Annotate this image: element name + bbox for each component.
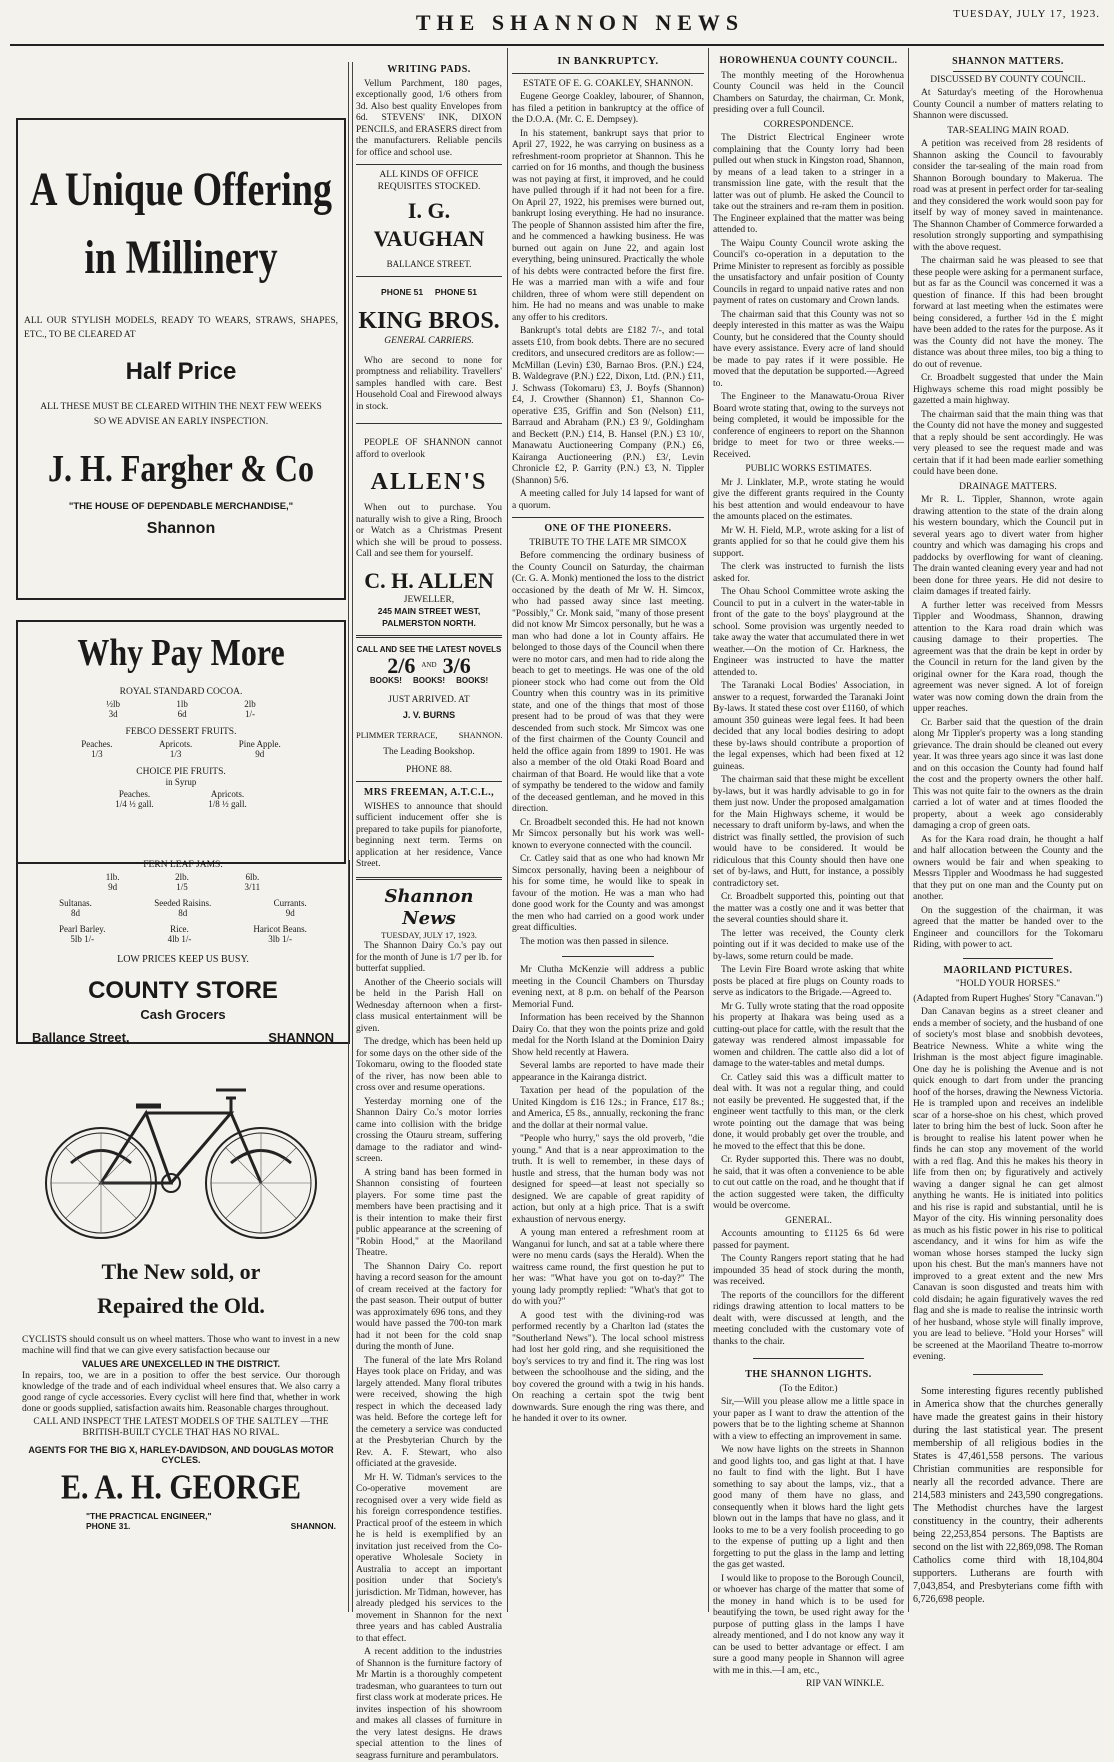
bankruptcy-paragraph: A meeting called for July 14 lapsed for want of a quorum. <box>512 489 704 511</box>
divider <box>356 276 502 277</box>
bankruptcy-title: IN BANKRUPTCY. <box>557 55 659 67</box>
divider <box>356 781 502 782</box>
masthead <box>0 0 1114 42</box>
council-title: HOROWHENUA COUNTY COUNCIL. <box>719 56 898 66</box>
novels-line: CALL AND SEE THE LATEST NOVELS <box>356 645 502 654</box>
council-paragraph: Cr. Catley said this was a difficult matter to deal with. It was not a regular thing, and could not easily be prevented. He suggested that, if the engineer went tactfully to this man, or the clerk wrote pointing out the damage that was being done, it would probably get over the trouble, and he moved to the effect that this be done. <box>713 1072 904 1152</box>
matters-paragraph: The chairman said that the main thing was that the County did not have the money and suggested that a reply should be sent accordingly. He was very pleased to see the request made and was certain that if it had been made earlier something could have been done. <box>913 409 1103 477</box>
novel-price-1: 2/6 <box>387 652 416 678</box>
dried-item: Seeded Raisins. <box>154 898 212 908</box>
column-rule <box>507 48 508 1612</box>
council-paragraph: The Engineer to the Manawatu-Oroua River Board wrote stating that, owing to the surveys not being completed, it would be impossible for the conference of engineers to report on the Shannon bridge to meet for two or three weeks.—Received. <box>713 392 904 460</box>
cocoa-price: 1/- <box>245 709 255 719</box>
king-phones: PHONE 51 PHONE 51 <box>381 286 477 297</box>
burns-phone: PHONE 88. <box>406 764 452 775</box>
shannon-matters-title: SHANNON MATTERS. <box>952 56 1064 67</box>
cocoa-row <box>78 699 284 719</box>
pie-title: CHOICE PIE FRUITS. <box>136 767 226 777</box>
cycle-ad <box>16 1062 346 1608</box>
cocoa-price: 6d <box>177 709 187 719</box>
matters-paragraph: On the suggestion of the chairman, it was agreed that the matter be handed over to the Engineer and councillors for the Tokomaru Riding, with power to act. <box>913 905 1103 950</box>
news-paragraph: A string band has been formed in Shannon consisting of fourteen players. For some time past the members have been practising and it is their intention to make their first public appearance at the screening of "Robin Hood," at the Maoriland Theatre. <box>356 1167 502 1258</box>
council-paragraph: The Taranaki Local Bodies' Association, in answer to a request, forwarded the Taranaki Joint By-laws. It stated these cost over £1160, of which amount 350 guineas were legal fees. It had been decided that any local bodies desiring to adopt these by-laws should contribute a proportion of the legal expenses, which had been fixed at 12 guineas. <box>713 681 904 772</box>
news-paragraph: The Shannon Dairy Co.'s pay out for the month of June is 1/7 per lb. for butterfat supplied. <box>356 941 502 974</box>
council-paragraph: Cr. Broadbelt supported this, pointing out that the matter was a costly one and it was better that the several counties should share it. <box>713 892 904 925</box>
news-paragraph: Mr H. W. Tidman's services to the Co-operative movement are recognised over a very wide field as his foreign correspondence testifies. Practical proof of the esteem in which he is held is exemplified by an invitation just received from the Co-operative Wholesale Society in Australia to accept an important position under that Society's jurisdiction. Mr Tidman, however, has already pledged his services to the movement in Shannon for the next three years and has cabled Australia to that effect. <box>356 1472 502 1644</box>
council-paragraph: The clerk was instructed to furnish the lists asked for. <box>713 562 904 584</box>
dessert-price: 9d <box>255 749 265 759</box>
cycle-headline-2: Repaired the Old. <box>97 1293 265 1318</box>
vaughan-name: I. G. VAUGHAN <box>373 198 485 251</box>
king-sub: GENERAL CARRIERS. <box>384 336 474 346</box>
vaughan-address: BALLANCE STREET. <box>386 259 472 269</box>
county-store-ad-lower <box>16 860 350 1044</box>
divider <box>562 956 654 957</box>
divider <box>953 71 1063 72</box>
dessert-item: Apricots. <box>159 739 193 749</box>
county-store-sub: Cash Grocers <box>140 1007 226 1022</box>
king-body: Who are second to none for promptness and reliability. Travellers' samples handled with care. Best Household Coal and Firewood always in stock. <box>356 355 502 412</box>
millinery-headline-2: in Millinery <box>84 231 278 285</box>
pioneers-title: ONE OF THE PIONEERS. <box>544 523 672 534</box>
matters-intro: At Saturday's meeting of the Horowhenua County Council a number of matters relating to Shannon were discussed. <box>913 88 1103 121</box>
council-paragraph: The District Electrical Engineer wrote complaining that the County lorry had been pulled out when stuck in Kingston road, Shannon, by means of a lead taken to a stringer in a transmission line gate, with the result that the latter was out of plumb. He asked the Council to take out the strainers and re-ram them in position. The Engineer explained that the matter was being attended to. <box>713 133 904 235</box>
millinery-body: ALL OUR STYLISH MODELS, READY TO WEARS, STRAWS, SHAPES, ETC., TO BE CLEARED AT <box>24 316 338 340</box>
pioneers-paragraph: The motion was then passed in silence. <box>520 936 669 947</box>
jam-price: 9d <box>108 882 118 892</box>
misc-paragraph: A good test with the divining-rod was performed recently by a Charlton lad (states the "Southerland News"). The local school mistress had lost her gold ring, and she requisitioned the boy's services to try and find it. The ring was lost between the schoolhouse and the siding, and the boy covered the ground with a twig in his hands. On reaching a certain spot the twig bent downwards. Sure enough the ring was there, and he handed it over to its owner. <box>512 1310 704 1424</box>
drainage-head: DRAINAGE MATTERS. <box>959 481 1057 492</box>
column-rule <box>352 62 353 1612</box>
books-line: BOOKS! BOOKS! BOOKS! <box>369 676 489 685</box>
column-rule <box>908 48 909 1612</box>
dried-item: Sultanas. <box>59 898 92 908</box>
county-address <box>32 1030 334 1045</box>
divider <box>356 877 502 880</box>
masthead-rule <box>10 44 1104 46</box>
dessert-price: 1/3 <box>169 749 182 759</box>
dessert-title: FEBCO DESSERT FRUITS. <box>125 727 237 737</box>
misc-paragraph: Mr Clutha McKenzie will address a public meeting in the Council Chambers on Thursday evening next, at 8 p.m. on behalf of the Pearson Memorial Fund. <box>512 965 704 1010</box>
grain-item: Rice. <box>170 924 189 934</box>
newspaper-title: THE SHANNON NEWS <box>415 10 745 35</box>
council-paragraph: The chairman said that these might be excellent by-laws, but it was hardly advisable to go in for them just now. Under the proposed amalgamation for the Main Highways scheme, it would be necessary to draft uniform by-laws, and when the district was finally settled, the provision of such would have to be considered. It would be ridiculous that this County should then have one set of by-laws, and Hutt, for instance, a possibly contradictory set. <box>713 775 904 889</box>
column-3 <box>512 52 704 1612</box>
novel-prices <box>356 652 502 678</box>
council-paragraph: The County Rangers report stating that he had impounded 35 head of stock during the month, was received. <box>713 1254 904 1287</box>
misc-paragraph: Information has been received by the Shannon Dairy Co. that they won the points prize and gold medal for the North Island at the Dominion Dairy Show held recently at Hawera. <box>512 1013 704 1058</box>
grain-item: Haricot Beans. <box>253 924 307 934</box>
column-2 <box>356 60 503 1761</box>
divider <box>973 1374 1043 1375</box>
jam-row <box>78 872 288 892</box>
divider <box>512 517 704 518</box>
cocoa-title: ROYAL STANDARD COCOA. <box>119 687 243 697</box>
matters-paragraph: A petition was received from 28 residents of Shannon asking the Council to favourably consider the tar-sealing of the main road from Shannon Borough boundary to Makerua. The road was at present in perfect order for tar-sealing and they considered the work would soon pay for itself by way of money saved in maintenance. The Shannon Chamber of Commerce forwarded a resolution strongly supporting and sympathising with the above request. <box>913 139 1103 253</box>
george-phone: PHONE 31. <box>86 1521 131 1531</box>
bankruptcy-paragraph: Eugene George Coakley, labourer, of Shannon, has filed a petition in bankruptcy at the office of the D.O.A. (Mr. C. E. Dempsey). <box>512 92 704 125</box>
shannon-matters-sub: DISCUSSED BY COUNTY COUNCIL. <box>930 74 1086 85</box>
requisites-line: ALL KINDS OF OFFICE REQUISITES STOCKED. <box>377 170 481 192</box>
george-tag: "THE PRACTICAL ENGINEER," <box>86 1511 212 1521</box>
cycle-body-2: In repairs, too, we are in a position to offer the best service. Our thorough knowledge of the trade and of each individual wheel ensures that. We also carry a good range of cycle accessories. Every cyclist will here find that, whether in work done or goods supplied, satisfaction awaits him. Reasonable charges throughout. <box>22 1371 340 1414</box>
news-paragraph: The Shannon Dairy Co. report having a record season for the amount of cream received at the factory for the past season. Their output of butter was approximately 696 tons, and they would have passed the 700-ton mark had it not been for the cold snap during the month of June. <box>356 1261 502 1352</box>
lights-paragraph: Sir,—Will you please allow me a little space in your paper as I want to draw the attention of the powers that be to the lighting scheme at Shannon with a view to effecting an improvement in same. <box>713 1397 904 1442</box>
matters-paragraph: Mr R. L. Tippler, Shannon, wrote again drawing attention to the state of the drain along his western boundary, which the Council put in several years ago to divert water from higher country and which was damaging his crops and paddocks by overflowing for want of cleaning. The drain wanted cleaning every year and had not been done for three years. He did not desire to claim damages if treated fairly. <box>913 495 1103 597</box>
dried-item: Currants. <box>273 898 307 908</box>
news-paragraph: The funeral of the late Mrs Roland Hayes took place on Friday, and was largely attended. Many floral tributes were received, showing the high respect in which the deceased lady was held. Before the cortege left for the cemetery a service was conducted at the Presbyterian Church by the Rev. A. F. Stewart, who also officiated at the graveside. <box>356 1355 502 1469</box>
county-store-name: COUNTY STORE <box>88 977 278 1004</box>
news-paragraph: A recent addition to the industries of Shannon is the furniture factory of Mr Martin is a thoroughly competent tradesman, who guarantees to turn out first class work at moderate prices. He invites inspection of his showroom and makes all classes of furniture in the very latest designs. He draws special attention to the lines of seagrass furniture and perambulators. <box>356 1647 502 1761</box>
council-paragraph: Cr. Ryder supported this. There was no doubt, he said, that it was often a convenience to be able to cut out cattle on the road, and he thought that if the action suggested were taken, the difficulty would be overcome. <box>713 1155 904 1211</box>
horses-sub: (Adapted from Rupert Hughes' Story "Canavan.") <box>913 993 1103 1004</box>
dessert-price: 1/3 <box>91 749 103 759</box>
misc-paragraph: Several lambs are reported to have made their appearance in the Kairanga district. <box>512 1061 704 1083</box>
divider <box>512 73 704 74</box>
lights-signature: RIP VAN WINKLE. <box>805 1679 884 1689</box>
shannon-news-date: TUESDAY, JULY 17, 1923. <box>381 929 477 940</box>
fargher-town: Shannon <box>146 520 216 537</box>
pie-price: 1/8 ½ gall. <box>208 799 247 809</box>
cycle-headline-1: The New sold, or <box>101 1259 261 1284</box>
matters-paragraph: As for the Kara road drain, he thought a half and half allocation between the County and the owners would be fair and when speaking to Messrs Tippler and Woodmass he had suggested that they put on one man and the County put on another. <box>913 834 1103 902</box>
divider <box>356 423 502 424</box>
allens-name: ALLEN'S <box>370 469 488 495</box>
lights-sub: (To the Editor.) <box>779 1383 838 1394</box>
pictures-title: MAORILAND PICTURES. <box>943 964 1073 976</box>
issue-date: TUESDAY, JULY 17, 1923. <box>953 8 1100 20</box>
cycle-call: CALL AND INSPECT THE LATEST MODELS OF THE SALTLEY —THE BRITISH-BUILT CYCLE THAT HAS NO RIVAL. <box>33 1417 329 1438</box>
fargher-firm-name: J. H. Fargher & Co <box>47 446 315 490</box>
council-paragraph: The Ohau School Committee wrote asking the Council to put in a culvert in the water-table in front of the gate to the boys' playground at the school. Some provision was urgently needed to take away the water that accumulated there in wet weather.—On the motion of Cr. Harkness, the Engineer was instructed to have the matter attended to. <box>713 587 904 678</box>
jam-size: 1lb. <box>105 872 120 882</box>
grain-price: 4lb 1/- <box>167 934 192 944</box>
county-store-ad <box>16 620 346 864</box>
column-4 <box>713 52 904 1689</box>
dried-price: 8d <box>178 908 188 918</box>
freeman-title: MRS FREEMAN, A.T.C.L., <box>363 787 495 798</box>
pie-item: Apricots. <box>210 789 245 799</box>
pioneers-paragraph: Cr. Broadbelt seconded this. He had not known Mr Simcox personally but his work was well-known to everyone connected with the council. <box>512 817 704 851</box>
matters-paragraph: A further letter was received from Messrs Tippler and Woodmass, Shannon, drawing attention to the Kara road drain which was causing damage to their properties. The agreement was that the drain be kept in order by the Council in return for the land given by the original owner for the Kara road, though the agreement was never signed. A lot of foreign water was now coming down the drain from the upper reaches. <box>913 600 1103 714</box>
council-paragraph: Mr J. Linklater, M.P., wrote stating he would give the different grants required in the County his best attention and would endeavour to have the amounts placed on the estimates. <box>713 477 904 522</box>
pioneers-paragraph: Cr. Catley said that as one who had known Mr Simcox personally, having been a neighbour of his for some time, he would like to speak in favour of the motion. He was a man who had done good work for the County and was amongst the men who had carried on a good work under great difficulties. <box>512 854 704 933</box>
misc-paragraph: "People who hurry," says the old proverb, "die young." And that is a near approximation to the truth. It is well to remember, in these days of hustle and stress, that the human body was not designed for speed—at least not specially so designed. We are capable of great rapidity of action, but only at a high price. That is a swift exhaustion of nervous energy. <box>512 1134 704 1225</box>
misc-paragraph: Taxation per head of the population of the United Kingdom is £16 12s.; in France, £17 8s.; and America, £5 8s., annually, reckoning the franc and the dollar at their normal value. <box>512 1086 704 1131</box>
divider <box>753 1358 864 1359</box>
cocoa-size: 1lb <box>176 699 188 709</box>
jam-size: 2lb. <box>175 872 189 882</box>
arrived-line: JUST ARRIVED. AT <box>388 694 470 705</box>
dessert-row <box>58 739 304 759</box>
matters-paragraph: Cr. Barber said that the question of the drain along Mr Tippler's property was a long standing grievance. The drain should be cleaned out every year. It was three years ago since it was last done and on this occasion the County had found half the cost and the property owners the other half. This was not quite fair to the owners as the drain carried a lot of water and at times flooded the property, about a week ago considerably damaging a crop of green oats. <box>913 717 1103 831</box>
dried-price: 8d <box>71 908 81 918</box>
matters-paragraph: The chairman said he was pleased to see that these people were asking for a permanent surface, but as far as the Council was concerned it was a question of finance. If this had been brought forward at last meeting when the estimates were being considered, a further ½d in the £ might have been added to the rates for the purpose. As it was the County did not have the money. The distance was about three miles, too big a thing to do out of revenue. <box>913 256 1103 370</box>
column-rule <box>348 62 349 1612</box>
allen-address: 245 MAIN STREET WEST, PALMERSTON NORTH. <box>377 606 481 628</box>
cycle-agents: AGENTS FOR THE BIG X, HARLEY-DAVIDSON, AND DOUGLAS MOTOR CYCLES. <box>28 1445 334 1465</box>
council-paragraph: Mr G. Tully wrote stating that the road opposite his property at Ihakara was being used as a cutting-out place for cattle, with the result that the gateway was rendered almost impassable for women and children. The cattle also did a lot of damage to the water-tables and metal dumps. <box>713 1001 904 1069</box>
king-bros-name: KING BROS. <box>358 308 500 334</box>
cocoa-price: 3d <box>108 709 118 719</box>
council-paragraph: The letter was received, the County clerk pointing out if it was decided to make use of the by-laws, some return could be made. <box>713 928 904 962</box>
pie-price: 1/4 ½ gall. <box>115 799 154 809</box>
cycle-values: VALUES ARE UNEXCELLED IN THE DISTRICT. <box>81 1359 280 1369</box>
shannon-news-heading: Shannon News <box>384 885 474 929</box>
pioneers-sub: TRIBUTE TO THE LATE MR SIMCOX <box>529 537 687 548</box>
george-contact <box>16 1521 346 1531</box>
news-paragraph: Another of the Cheerio socials will be held in the Parish Hall on Wednesday afternoon when a first-class musical entertainment will be given. <box>356 977 502 1034</box>
grain-price: 5lb 1/- <box>70 934 95 944</box>
council-paragraph: The Waipu County Council wrote asking the Council's co-operation in a deputation to the Prime Minister to represent as forcibly as possible the unsatisfactory and unfair position of County Councils in regard to unpaid native rates and non payment of rates on customary and Crown lands. <box>713 238 904 306</box>
burns-address: PLIMMER TERRACE, SHANNON. <box>356 729 503 740</box>
freeman-body: WISHES to announce that should sufficient inducement offer she is prepared to take pupils for pianoforte, beginning next term. Terms on application at her residence, Vance Street. <box>356 801 502 869</box>
council-paragraph: Accounts amounting to £1125 6s 6d were passed for payment. <box>713 1229 904 1251</box>
council-intro: The monthly meeting of the Horowhenua County Council was held in the Council Chambers on Saturday, the chairman, Cr. Monk, presiding over a full Council. <box>713 70 904 115</box>
column-5 <box>913 52 1103 1612</box>
fargher-slogan: "THE HOUSE OF DEPENDABLE MERCHANDISE," <box>68 501 294 512</box>
allens-body: When out to purchase. You naturally wish to give a Ring, Brooch or Watch as a Christmas Present which she will be proud to possess. Call and see them for yourself. <box>356 503 502 559</box>
misc-paragraph: A young man entered a refreshment room at Wanganui for lunch, and sat at a table where there were no menu cards (says the Herald). When the waitress came round, the first question he put to her was: "What have you got on to-day?" The young lady promptly replied: "What's that got to do with you?" <box>512 1228 704 1307</box>
millinery-note: ALL THESE MUST BE CLEARED WITHIN THE NEXT FEW WEEKS SO WE ADVISE AN EARLY INSPECTION. <box>40 402 322 427</box>
allens-intro: PEOPLE OF SHANNON cannot afford to overlook <box>356 438 502 460</box>
cycle-body: CYCLISTS should consult us on wheel matters. Those who want to invest in a new machine will find that we can give every satisfaction because our <box>22 1335 340 1356</box>
george-firm-name: E. A. H. GEORGE <box>60 1468 302 1507</box>
grain-item: Pearl Barley. <box>59 924 106 934</box>
general-head: GENERAL. <box>785 1215 832 1226</box>
county-slogan: LOW PRICES KEEP US BUSY. <box>117 954 249 965</box>
millinery-price: Half Price <box>125 358 237 385</box>
pie-sub: in Syrup <box>165 777 197 787</box>
jam-size: 6lb. <box>245 872 260 882</box>
county-headline: Why Pay More <box>77 630 285 674</box>
jam-price: 1/5 <box>176 882 188 892</box>
millinery-headline-1: A Unique Offering <box>30 163 332 217</box>
council-paragraph: The Levin Fire Board wrote asking that white posts be placed at fire plugs on County roads to serve as indicators to the Brigade.—Agreed to. <box>713 965 904 998</box>
grain-price: 3lb 1/- <box>268 934 293 944</box>
lights-paragraph: We now have lights on the streets in Shannon and good lights too, and gas light at that. I have no fault to find with the light. But I have something to say about the lamps, viz., that a good many of them have no glass, and consequently when it blows hard the light gets blown out in the lamps that have no glass, and it looks to me to be a very foolish proceeding to go to the expense of putting up a light and then forgetting to put the glass in the lamp and letting the gas get wasted. <box>713 1445 904 1570</box>
divider <box>963 958 1053 959</box>
public-works-head: PUBLIC WORKS ESTIMATES. <box>745 464 872 474</box>
council-paragraph: Mr W. H. Field, M.P., wrote asking for a list of grants applied for so that he could give them his support. <box>713 525 904 559</box>
tar-sealing-head: TAR-SEALING MAIN ROAD. <box>947 125 1069 136</box>
writing-pads-body: Vellum Parchment, 180 pages, exceptionally good, 1/6 others from 3d. Also best quality Envelopes from 6d. STEVENS' INK, DIXON PENCILS, and ERASERS direct from the manufacturers. Reliable pencils for office and school use. <box>356 78 502 158</box>
county-street: Ballance Street, <box>32 1030 130 1045</box>
council-paragraph: The chairman said that this County was not so deeply interested in this matter as was the Waipu County, but he considered that the County should have every assistance. Every acre of land should be made to pay rates if it were possible. He moved that the deputation be supported.—Agreed to. <box>713 309 904 389</box>
horses-paragraph: Dan Canavan begins as a street cleaner and ends a member of society, and the husband of one of society's most blase and snobbish devotees, Beatrice Newness. White a white wing the Irishman is the most abject figure imaginable. One day he is polishing the Avenue and is not quick enough to dart from under the prancing hoof of the horses, drawing the Newness Victoria. He is trampled upon and receives an indelible scar of a horse-shoe on his chest, which proved later to bring him the best of luck. Soon after he is brought to realise his latent power when he finds he can stop any movement of the world with a red flag. And this he makes his theory in life from then on; by figuratively and actively waving a danger signal he can get almost anything he wants. He is initiated into politics and his rise is rapid and substantial, until he is Mayor of the city. His winning personality does as much as his fistic power in his rise to political ascendancy, and it wins for him as wife the woman whose horses stamped the lucky sign upon his chest. But the man's manners have not improved to a great extent and the new Mrs Canavan is soon disgusted and treats him with cold disdain; he again figuratively waves the red flag and she is made to realise the intrinsic worth of her husband, whose style will finally improve, you are lead to believe. "Hold your Horses" will be screened at the Maoriland Theatre to-morrow evening. <box>913 1007 1103 1362</box>
bankruptcy-paragraph: In his statement, bankrupt says that prior to April 27, 1922, he was carrying on business as a refreshment-room proprietor at Shannon. This he carried on for 16 months, and though the business was not paying at first, it improved, and he could have pulled through if it had not been for a fire. On April 27, 1922, his premises were burned out, bankrupt losing everything. He had no insurance. The people of Shannon assisted him after the fire, and he commenced a hawking business. He was burned out again on June 22, and again lost everything, being uninsured. Practically the whole of his debts were contracted before the first fire. He was a married man with a wife and four children, three of whom were still dependent on him. He had no means and was unable to make any offer to his creditors. <box>512 128 704 323</box>
horses-title: "HOLD YOUR HORSES." <box>955 979 1061 989</box>
divider <box>356 635 502 638</box>
dessert-item: Peaches. <box>81 739 113 749</box>
dessert-item: Pine Apple. <box>238 739 281 749</box>
pie-item: Peaches. <box>118 789 151 799</box>
bankruptcy-paragraph: Bankrupt's total debts are £182 7/-, and total assets £10, from book debts. There are no secured creditors, and unsecured creditors are as follow:—McMillan (Levin) £30, Barnao Bros. (P.N.) £24, B. Waldegrave (P.N.) £22, Dixon, Ltd. (P.N.) £11, J. Schwass (Tokomaru) £3, J. Boyfs (Shannon) £4, J. Crowther (Shannon) £1, Shannon Co-operative £35, Griffin and Son (Nelson) £11, Barraud and Abraham (P.N.) £3 9/, Goldingham and Beckett (P.N.) £14, B. Hansel (P.N.) £3 10/, Manawatu Auctioneering Company (P.N.) £6, Kairanga Auctioneering (P.N.) £3/, Levin Chronicle £2, P. Garrity (P.N.) £3, N. Tippler (Shannon) 5/6. <box>512 326 704 486</box>
dried-fruit-row <box>28 898 338 918</box>
millinery-ad <box>16 118 346 600</box>
correspondence-head: CORRESPONDENCE. <box>763 119 854 130</box>
grain-row <box>28 924 338 944</box>
lights-paragraph: I would like to propose to the Borough Council, or whoever has charge of the matter that some of the money in hand which is to be used for beautifying the town, be used right away for the purpose of putting glass in the lamps I have already mentioned, and I do not know any way it can be used to better advantage or effect. I am sure a good many people in Shannon will agree with me in this.—I am, etc., <box>713 1573 904 1676</box>
allen-name: C. H. ALLEN <box>364 567 494 593</box>
jam-price: 3/11 <box>244 882 261 892</box>
pie-row <box>88 789 274 809</box>
allen-trade: JEWELLER, <box>403 594 455 605</box>
novel-price-2: 3/6 <box>442 652 471 678</box>
county-town: SHANNON <box>268 1030 334 1045</box>
writing-pads-title: WRITING PADS. <box>387 64 471 75</box>
matters-paragraph: Cr. Broadbelt suggested that under the Main Highways scheme this road might possibly be gazetted a main highway. <box>913 373 1103 406</box>
cocoa-size: ½lb <box>106 699 120 709</box>
news-paragraph: The dredge, which has been held up for some days on the other side of the Tokomaru, owing to the flooded state of the river, has now been able to cross over and resume operations. <box>356 1037 502 1093</box>
pioneers-paragraph: Before commencing the ordinary business of the County Council on Saturday, the chairman (Cr. G. A. Monk) mentioned the loss to the district occasioned by the death of Mr W. H. Simcox, who had passed away since last meeting. "Possibly," Cr. Monk said, "many of those present did not know Mr Simcox personally, but he was a man who had done a lot in County affairs. He belonged to those days of the Council when there were no motor cars, and men had to ride along the beach to get to meetings. He was one of the old pioneer stock who had come out from the Old Country when this country was in its primitive state, and one of the things that most of those present had to be proud of was that they were descended from such stock. Mr Simcox was one of the first chairmen of the County Council and held the office again from 1899 to 1901. He was also a member of the old Otaki Road Board and chairman of that Board. He would like that a vote of sympathy be tendered to the widow and family of the deceased gentleman, and he moved in this direction. <box>512 551 704 814</box>
column-rule <box>708 48 709 1612</box>
lights-title: THE SHANNON LIGHTS. <box>745 1369 872 1380</box>
divider <box>356 164 502 165</box>
churches-paragraph: Some interesting figures recently published in America show that the churches generally have made the greatest gains in their history during the last statistical year. The present membership of all religious bodies in the States is 47,461,558 persons. The various Christian communities are responsible for nearly all the recorded advance. There are 214,583 ministers and 243,590 congregations. The Methodist churches have the largest constituency in the country, their adherents being 22,253,854 persons. The Baptists are second on the list with 22,869,098. The Roman Catholics come third with 18,104,804 supporters. Lutherans are fourth with 7,043,854, and Presbyterians come fifth with 6,726,698 people. <box>913 1385 1103 1605</box>
george-town: SHANNON. <box>290 1521 336 1531</box>
council-paragraph: The reports of the councillors for the different ridings drawing attention to local matters to be dealt with, were discussed at length, and the meeting concluded with the customary vote of thanks to the chair. <box>713 1290 904 1347</box>
news-paragraph: Yesterday morning one of the Shannon Dairy Co.'s motor lorries came into collision with the bridge crossing the Otauru stream, suffering damage to the radiator and wind-screen. <box>356 1096 502 1164</box>
burns-shop: The Leading Bookshop. <box>383 747 475 757</box>
cocoa-size: 2lb <box>244 699 256 709</box>
bicycle-illustration <box>31 1068 331 1248</box>
burns-name: J. V. BURNS <box>402 710 456 720</box>
novel-price-and: AND <box>421 660 437 669</box>
bankruptcy-estate: ESTATE OF E. G. COAKLEY, SHANNON. <box>522 78 694 89</box>
dried-price: 9d <box>285 908 295 918</box>
jam-title: FERN LEAF JAMS. <box>143 860 223 870</box>
